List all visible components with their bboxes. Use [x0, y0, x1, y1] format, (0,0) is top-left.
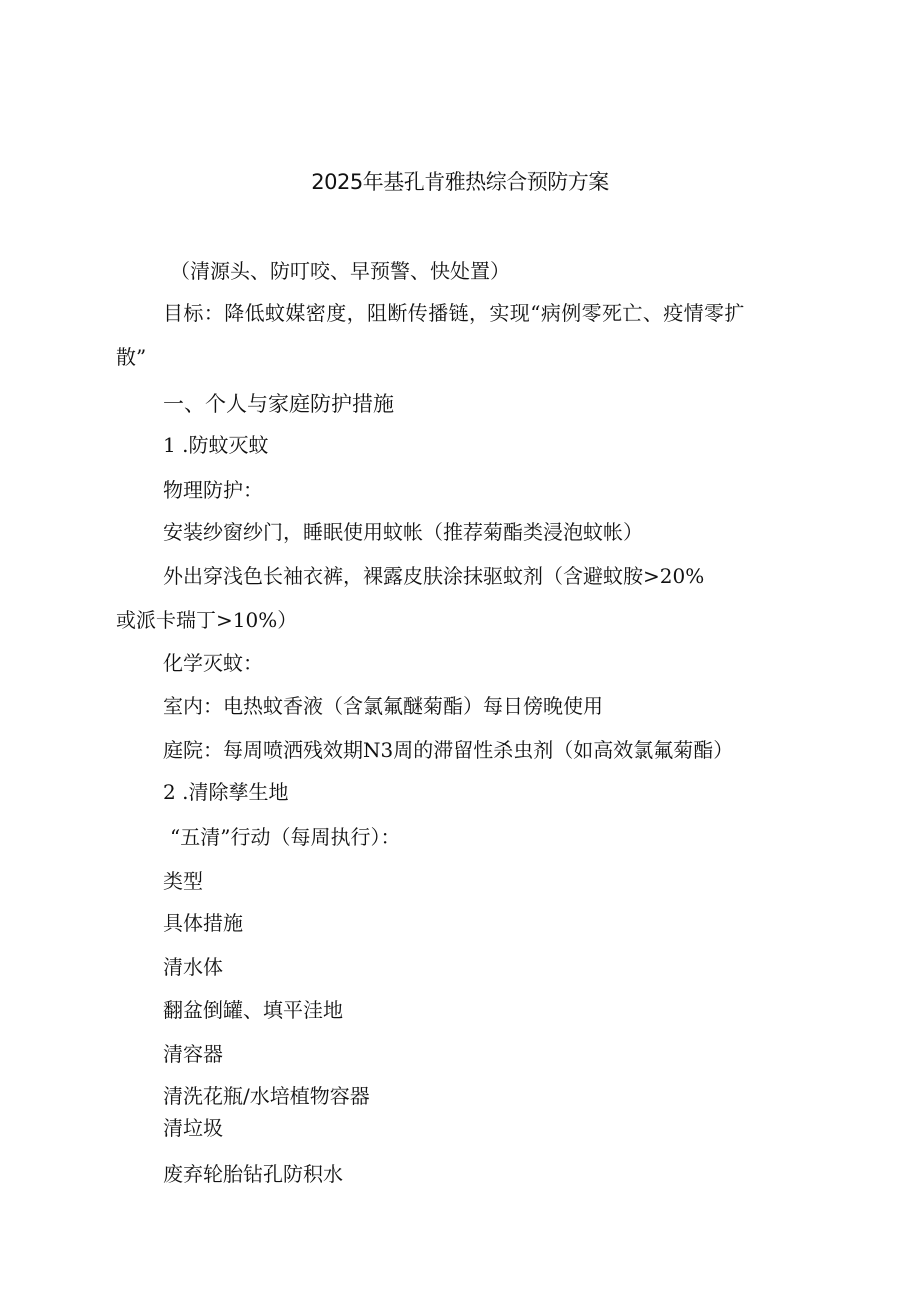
table-row-1-type: 清水体: [163, 955, 223, 979]
document-title: 2025年基孔肯雅热综合预防方案: [311, 170, 609, 194]
table-header-measure: 具体措施: [163, 911, 243, 935]
table-header-type: 类型: [163, 869, 203, 893]
table-row-2-type: 清容器: [163, 1042, 223, 1066]
table-row-3-type: 清垃圾: [163, 1116, 223, 1140]
document-subtitle: （清源头、防叮咬、早预警、快处置）: [170, 259, 510, 283]
table-row-2-measure: 清洗花瓶/水培植物容器: [163, 1084, 370, 1108]
goal-text-line-1: 目标：降低蚊媒密度，阻断传播链，实现“病例零死亡、疫情零扩: [163, 301, 745, 325]
physical-protection-label: 物理防护：: [163, 478, 263, 502]
five-clear-label: “五清”行动（每周执行）：: [170, 825, 401, 849]
table-row-1-measure: 翻盆倒罐、填平洼地: [163, 998, 343, 1022]
chemical-control-item-2: 庭院：每周喷洒残效期N3周的滞留性杀虫剂（如高效氯氟菊酯）: [163, 738, 734, 762]
chemical-control-label: 化学灭蚊：: [163, 651, 263, 675]
physical-protection-item-1: 安装纱窗纱门，睡眠使用蚊帐（推荐菊酯类浸泡蚊帐）: [163, 520, 643, 544]
chemical-control-item-1: 室内：电热蚊香液（含氯氟醚菊酯）每日傍晚使用: [163, 694, 603, 718]
item-1-heading: 1 .防蚊灭蚊: [163, 433, 269, 457]
physical-protection-item-2-line-2: 或派卡瑞丁>10%）: [116, 608, 298, 632]
goal-text-line-2: 散”: [116, 345, 147, 369]
physical-protection-item-2-line-1: 外出穿浅色长袖衣裤，裸露皮肤涂抹驱蚊剂（含避蚊胺>20%: [163, 564, 705, 588]
section-1-heading: 一、个人与家庭防护措施: [163, 392, 394, 416]
table-row-3-measure: 废弃轮胎钻孔防积水: [163, 1162, 343, 1186]
item-2-heading: 2 .清除孳生地: [163, 780, 289, 804]
